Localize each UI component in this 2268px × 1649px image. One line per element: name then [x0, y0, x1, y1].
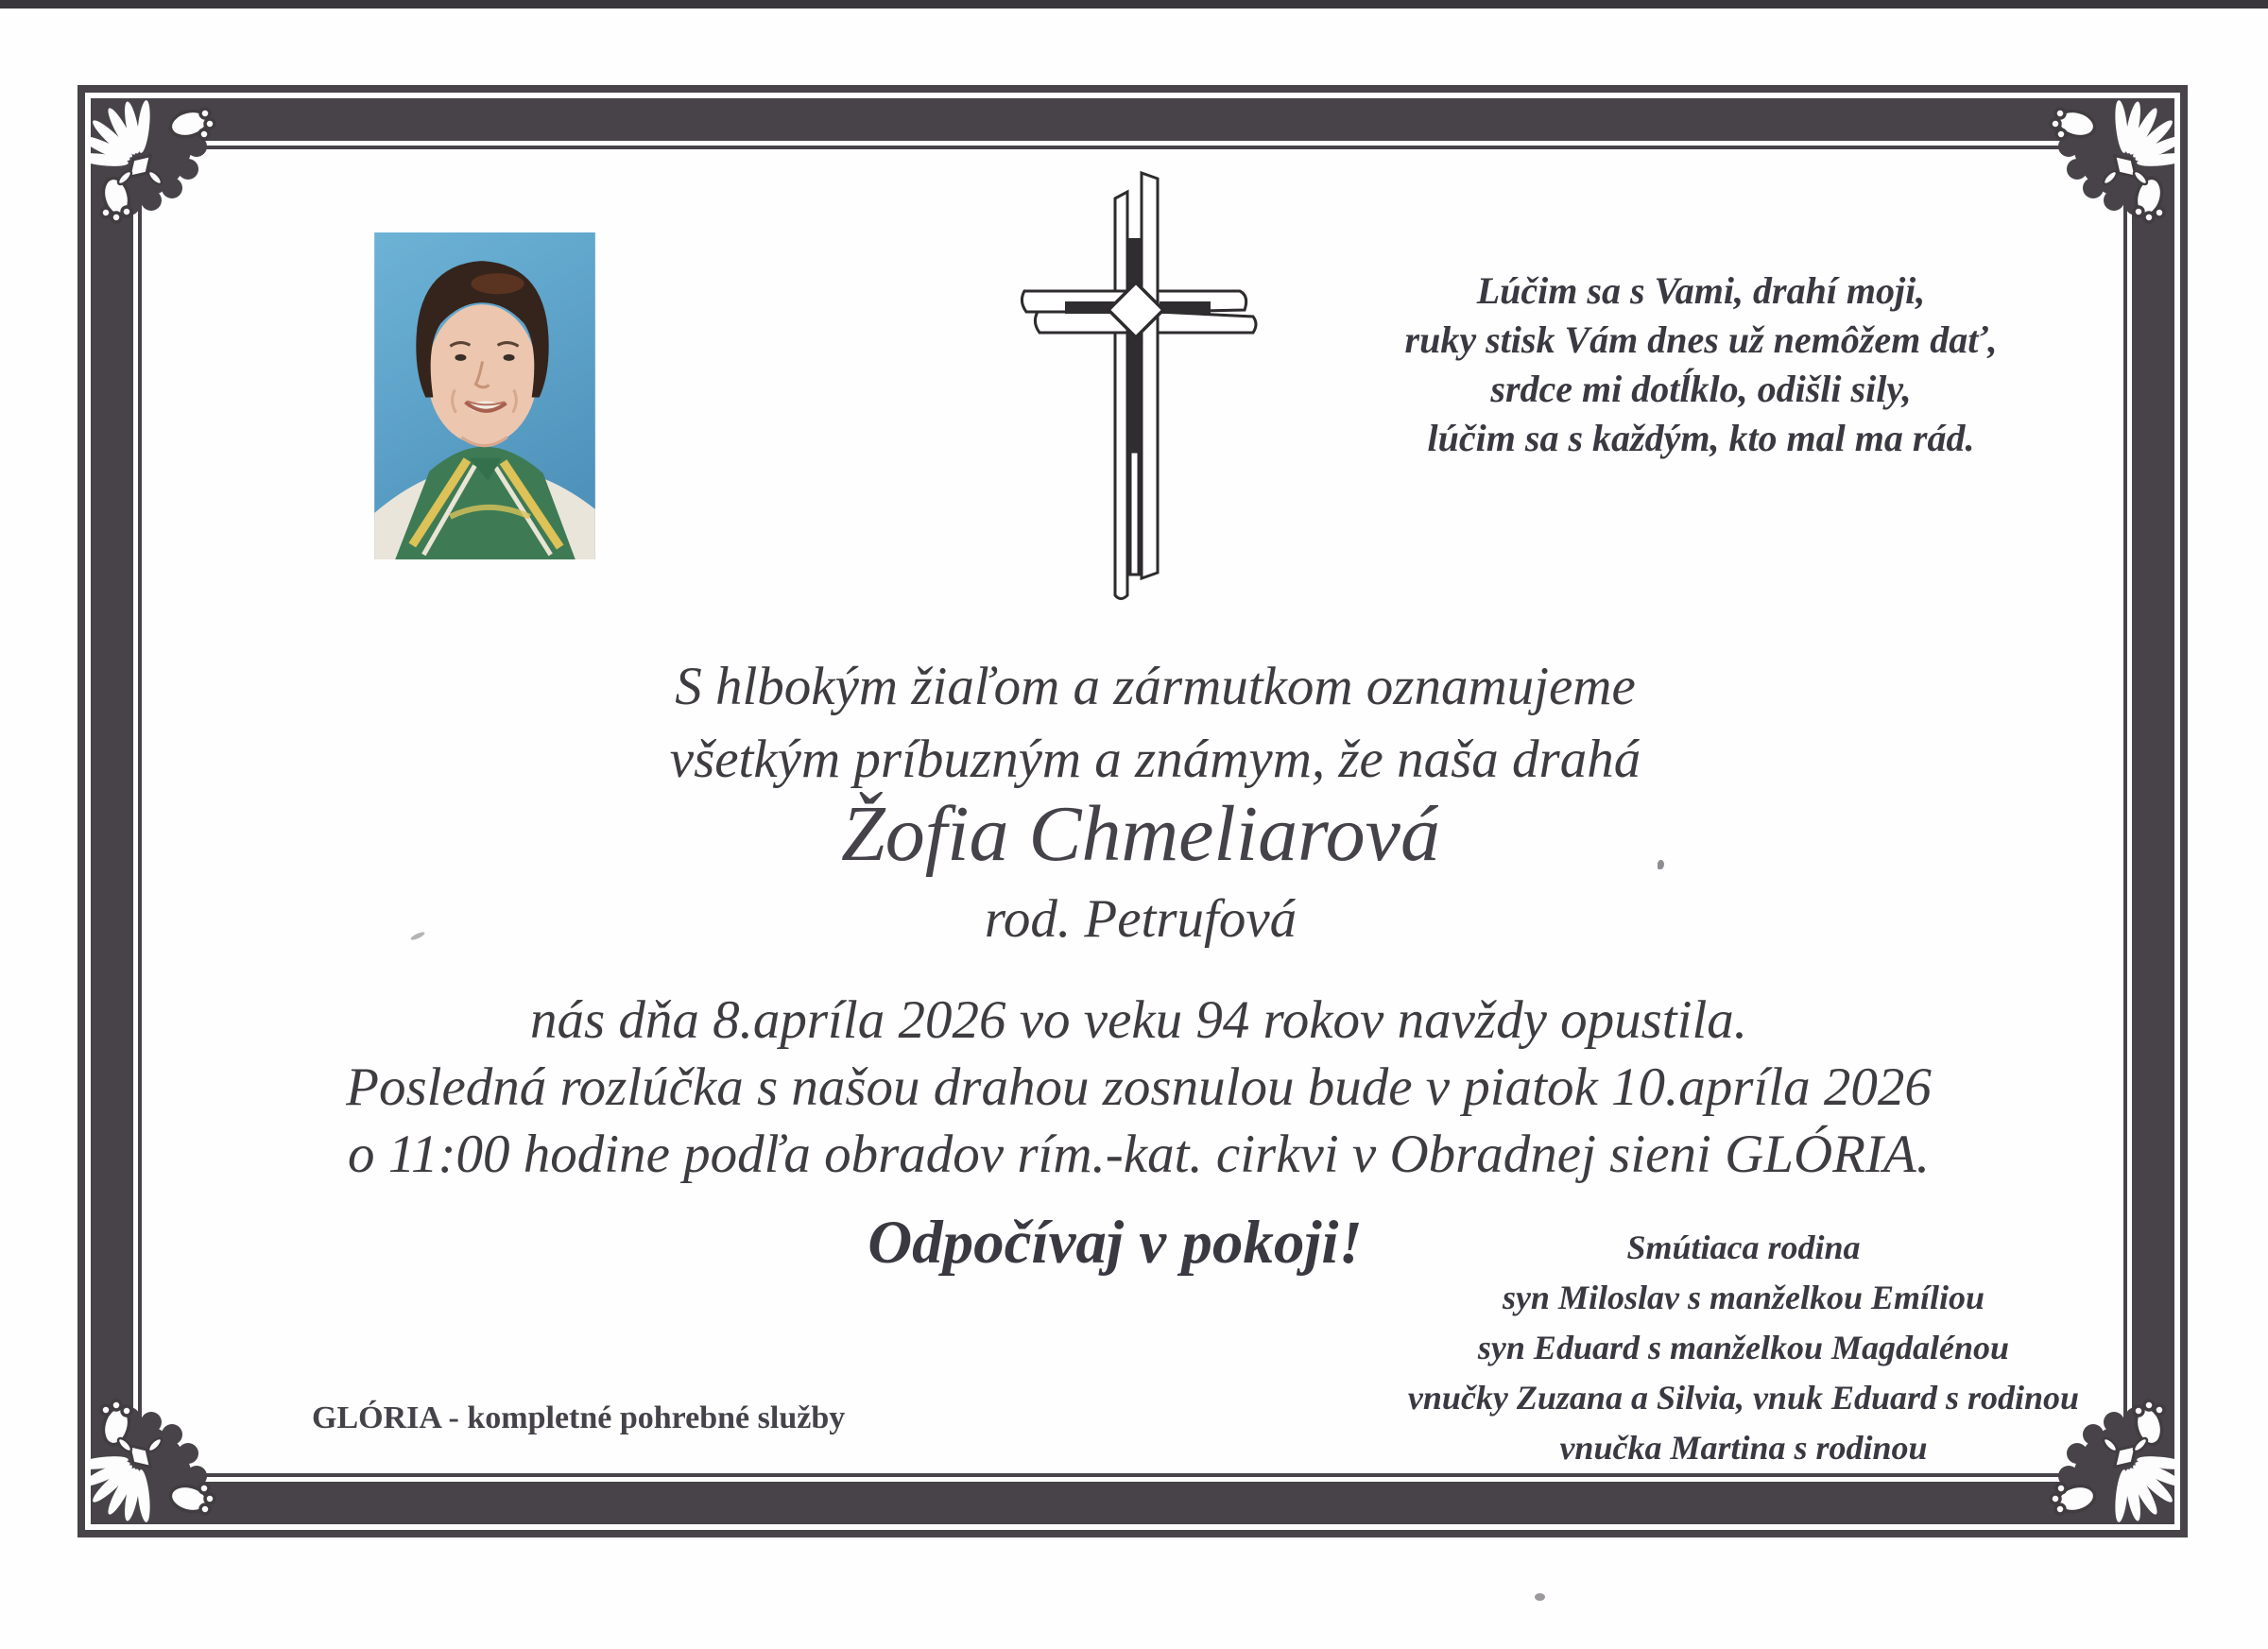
corner-ornament-icon: [2014, 98, 2174, 259]
deceased-name: Žofia Chmeliarová: [841, 790, 1440, 878]
memorial-cross-icon: [1019, 170, 1261, 607]
body-line: Posledná rozlúčka s našou drahou zosnulou bude v piatok 10.apríla 2026: [346, 1057, 1932, 1117]
announcement-body: [241, 987, 2036, 1188]
corner-ornament-icon: [91, 98, 251, 259]
announcement-intro: [284, 650, 2027, 796]
mourner-line: syn Miloslav s manželkou Emíliou: [1502, 1279, 1985, 1316]
mourner-line: syn Eduard s manželkou Magdalénou: [1477, 1329, 2010, 1366]
intro-line: S hlbokým žiaľom a zármutkom oznamujeme: [675, 657, 1636, 716]
mourner-line: vnučka Martina s rodinou: [1559, 1429, 1928, 1467]
mourners-title: Smútiaca rodina: [1626, 1228, 1861, 1266]
body-line: o 11:00 hodine podľa obradov rím.-kat. cirkvi v Obradnej sieni GLÓRIA.: [348, 1125, 1930, 1184]
funeral-home-name: GLÓRIA - kompletné pohrebné služby: [312, 1400, 846, 1435]
scan-edge-strip: [0, 0, 2268, 9]
body-line: nás dňa 8.apríla 2026 vo veku 94 rokov navždy opustila.: [529, 990, 1748, 1050]
mourning-family-list: [1323, 1223, 2164, 1473]
poem-line: lúčim sa s každým, kto mal ma rád.: [1427, 417, 1975, 459]
scan-speck: [1535, 1593, 1545, 1601]
closing-phrase: Odpočívaj v pokoji!: [868, 1209, 1363, 1277]
portrait-photo: [374, 232, 595, 559]
maiden-name: rod. Petrufová: [984, 889, 1297, 949]
mourner-line: vnučky Zuzana a Silvia, vnuk Eduard s rodinou: [1407, 1379, 2080, 1417]
corner-ornament-icon: [91, 1364, 251, 1524]
poem-line: Lúčim sa s Vami, drahí moji,: [1476, 269, 1926, 312]
poem-line: ruky stisk Vám dnes už nemôžem dať,: [1404, 318, 1998, 361]
farewell-poem: [1351, 266, 2051, 463]
intro-line: všetkým príbuzným a známym, že naša drahá: [669, 730, 1641, 789]
poem-line: srdce mi dotĺklo, odišli sily,: [1490, 368, 1912, 410]
